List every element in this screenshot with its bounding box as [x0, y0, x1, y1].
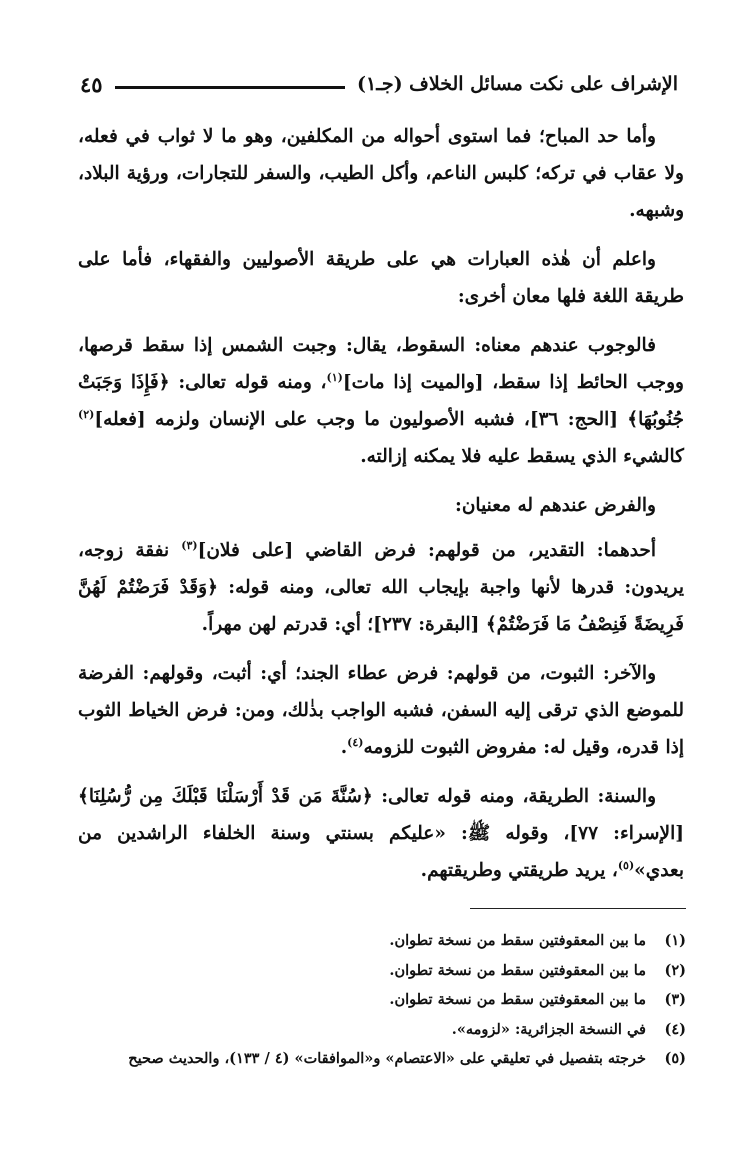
footnote-ref: (٢) [78, 407, 95, 421]
paragraph-text: ، يريد طريقتي وطريقتهم. [420, 860, 618, 881]
footnote-item [120, 985, 686, 1015]
footnote-separator [470, 908, 686, 909]
paragraph-text: نفقة زوجه، يريدون: قدرها لأنها واجبة بإيجاب الله تعالى، ومنه قوله: [78, 540, 684, 598]
footnote-item [120, 926, 686, 956]
footnote-number: (١) [664, 932, 686, 949]
paragraph-text: والسنة: الطريقة، ومنه قوله تعالى: [372, 786, 657, 807]
paragraph-text: والآخر: الثبوت، من قولهم: فرض عطاء الجند؛ أي: أثبت، وقولهم: الفرضة للموضع الذي ترقى إليه السفن، فشبه الواجب بذٰلك، ومن: فرض الخياط الثوب إذا قدره، وقيل له: مفروض الثبوت للزومه [78, 663, 684, 758]
paragraph-mubah [78, 118, 684, 229]
paragraph-text: فالوجوب عندهم معناه: السقوط، يقال: وجبت الشمس إذا سقط قرصها، ووجب الحائط إذا سقط، [والميت إذا مات] [78, 335, 684, 393]
paragraph-fard-intro [78, 487, 684, 524]
footnote-ref: (٣) [181, 538, 198, 552]
paragraph-text: [الإسراء: ٧٧]، وقوله ﷺ: «عليكم بسنتي وسنة الخلفاء الراشدين من بعدي» [78, 823, 684, 881]
footnote-text: في النسخة الجزائرية: «لزومه». [451, 1020, 646, 1038]
quran-verse: ﴿فَإِذَا وَجَبَتْ جُنُوبُهَا﴾ [78, 372, 684, 430]
paragraph-text: [الحج: ٣٦]، فشبه الأصوليون ما وجب على الإنسان ولزمه [فعله] [94, 409, 628, 430]
page-number: ٤٥ [80, 71, 103, 97]
footnote-number: (٢) [664, 961, 686, 979]
paragraph-note [78, 241, 684, 315]
footnote-ref: (٥) [617, 858, 635, 872]
paragraph-text: واعلم أن هٰذه العبارات هي على طريقة الأصوليين والفقهاء، فأما على طريقة اللغة فلها معان أخرى: [78, 249, 684, 307]
paragraph-fard-second [78, 655, 684, 766]
main-text [78, 118, 684, 901]
footnote-ref: (٤) [347, 735, 364, 749]
footnote-text: ما بين المعقوفتين سقط من نسخة تطوان. [389, 932, 646, 949]
paragraph-text: [البقرة: ٢٣٧]؛ أي: قدرتم لهن مهراً. [201, 614, 486, 635]
page-header [80, 66, 678, 102]
footnote-text: خرجته بتفصيل في تعليقي على «الاعتصام» و«الموافقات» (٤ / ١٣٣)، والحديث صحيح [128, 1050, 646, 1067]
quran-verse: ﴿وَقَدْ فَرَضْتُمْ لَهُنَّ فَرِيضَةً فَنِصْفُ مَا فَرَضْتُمْ﴾ [78, 577, 684, 635]
paragraph-text: والفرض عندهم له معنيان: [455, 495, 656, 516]
footnote-ref: (١) [326, 370, 343, 384]
footnote-number: (٣) [664, 991, 686, 1008]
footnote-item [120, 1044, 686, 1074]
quran-verse: ﴿سُنَّةَ مَن قَدْ أَرْسَلْنَا قَبْلَكَ مِن رُّسُلِنَا﴾ [78, 786, 373, 807]
footnote-text: ما بين المعقوفتين سقط من نسخة تطوان. [389, 961, 646, 979]
paragraph-text: كالشيء الذي يسقط عليه فلا يمكنه إزالته. [360, 446, 684, 467]
paragraph-text: ، ومنه قوله تعالى: [169, 372, 327, 393]
paragraph-text: . [340, 737, 348, 758]
paragraph-text: أحدهما: التقدير، من قولهم: فرض القاضي [على فلان] [197, 540, 656, 561]
footnote-item [120, 1015, 686, 1045]
paragraph-sunnah [78, 778, 684, 889]
paragraph-text: وأما حد المباح؛ فما استوى أحواله من المكلفين، وهو ما لا ثواب في فعله، ولا عقاب في تركه؛ كلبس الناعم، وأكل الطيب، والسفر للتجارات، ورؤية البلاد، وشبهه. [78, 126, 684, 221]
running-title: الإشراف على نكت مسائل الخلاف (جـ١) [357, 73, 678, 95]
paragraph-wujub [78, 327, 684, 475]
footnote-text: ما بين المعقوفتين سقط من نسخة تطوان. [389, 991, 646, 1008]
footnote-item [120, 956, 686, 986]
header-rule [115, 86, 345, 89]
footnotes [120, 926, 686, 1074]
paragraph-fard-first [78, 532, 684, 643]
footnote-number: (٤) [664, 1020, 686, 1038]
footnote-number: (٥) [664, 1050, 686, 1067]
